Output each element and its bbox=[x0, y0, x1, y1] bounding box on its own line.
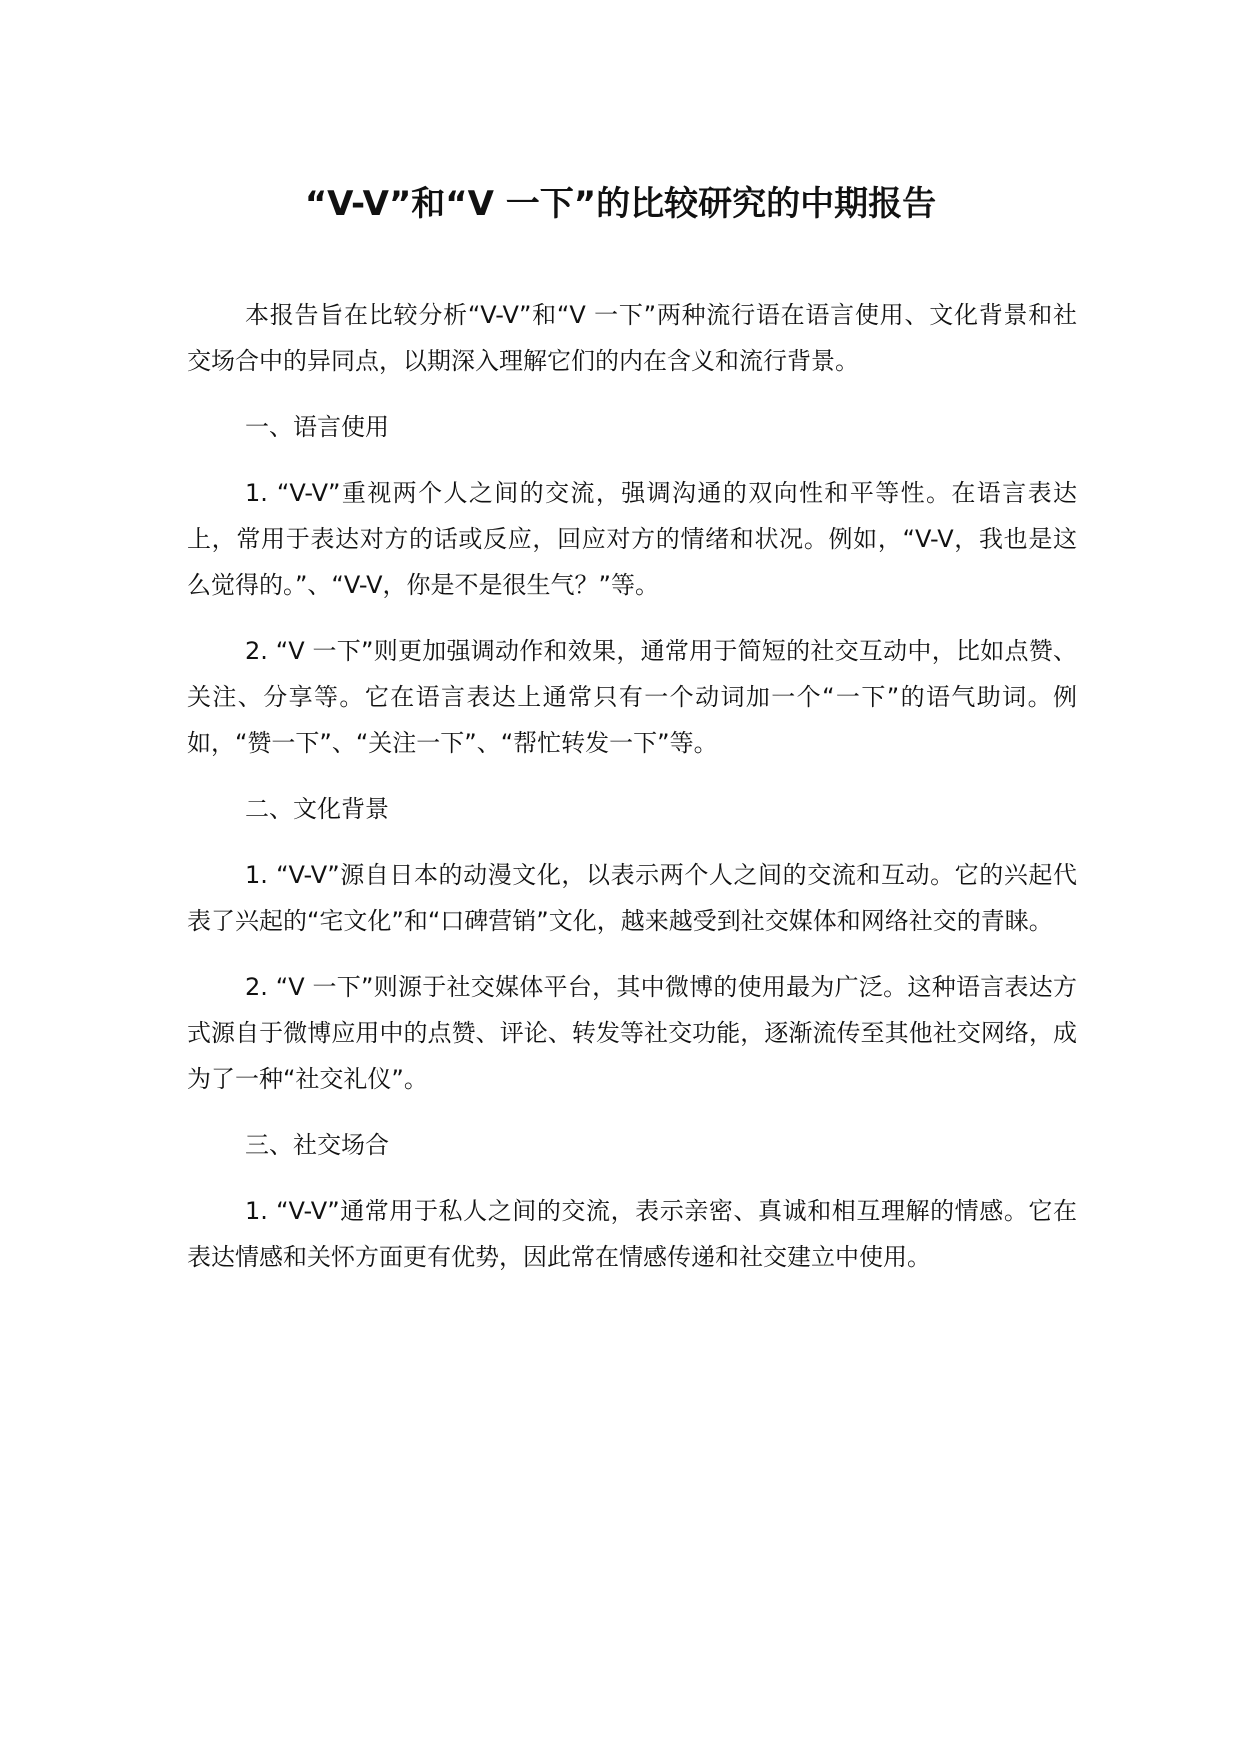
document-title: “V-V”和“V 一下”的比较研究的中期报告 bbox=[304, 184, 937, 224]
paragraph-cultural-background-1: 1. “V-V”源自日本的动漫文化，以表示两个人之间的交流和互动。它的兴起代表了兴起的“宅文化”和“口碑营销”文化，越来越受到社交媒体和网络社交的青睐。 bbox=[187, 861, 1077, 935]
section-heading-social-occasions: 三、社交场合 bbox=[245, 1131, 389, 1159]
section-heading-cultural-background: 二、文化背景 bbox=[245, 795, 389, 823]
intro-paragraph: 本报告旨在比较分析“V-V”和“V 一下”两种流行语在语言使用、文化背景和社交场合中的异同点，以期深入理解它们的内在含义和流行背景。 bbox=[187, 301, 1077, 375]
paragraph-language-use-2: 2. “V 一下”则更加强调动作和效果，通常用于简短的社交互动中，比如点赞、关注、分享等。它在语言表达上通常只有一个动词加一个“一下”的语气助词。例如，“赞一下”、“关注一下”、“帮忙转发一下”等。 bbox=[187, 637, 1077, 757]
document-body bbox=[187, 292, 1077, 1300]
section-heading-language-use: 一、语言使用 bbox=[245, 413, 389, 441]
paragraph-social-occasions-1: 1. “V-V”通常用于私人之间的交流，表示亲密、真诚和相互理解的情感。它在表达情感和关怀方面更有优势，因此常在情感传递和社交建立中使用。 bbox=[187, 1197, 1077, 1271]
paragraph-language-use-1: 1. “V-V”重视两个人之间的交流，强调沟通的双向性和平等性。在语言表达上，常用于表达对方的话或反应，回应对方的情绪和状况。例如，“V-V，我也是这么觉得的。”、“V-V，你是不是很生气？”等。 bbox=[187, 479, 1077, 599]
paragraph-cultural-background-2: 2. “V 一下”则源于社交媒体平台，其中微博的使用最为广泛。这种语言表达方式源自于微博应用中的点赞、评论、转发等社交功能，逐渐流传至其他社交网络，成为了一种“社交礼仪”。 bbox=[187, 973, 1077, 1093]
